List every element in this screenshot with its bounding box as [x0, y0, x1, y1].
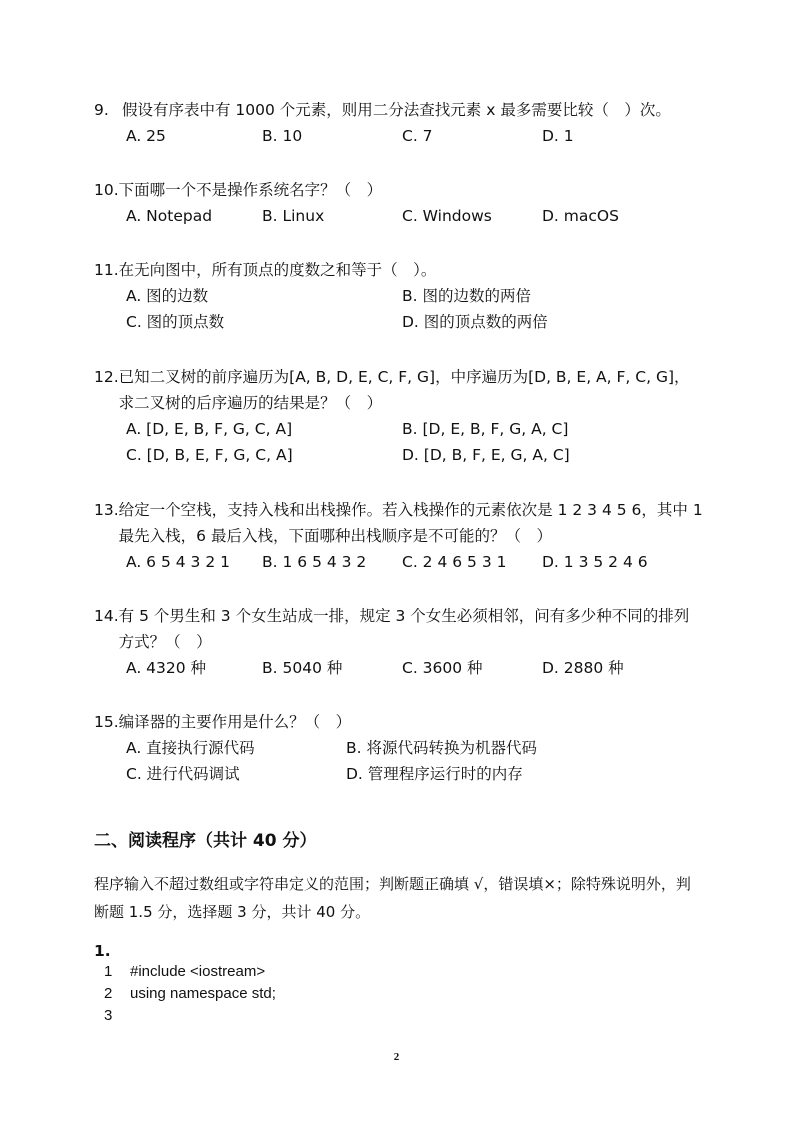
section-title: 二、阅读程序（共计 40 分）: [94, 831, 317, 851]
question-text: 已知二叉树的前序遍历为[A, B, D, E, C, F, G]，中序遍历为[D, B, E, A, F, C, G]，求二叉树的后序遍历的结果是？（ ）: [118, 368, 690, 412]
code-line: [104, 983, 276, 1005]
option-c: C. 图的顶点数: [126, 313, 225, 331]
question-stem: [94, 603, 704, 655]
line-number: 3: [104, 1007, 113, 1024]
code-block: [104, 961, 276, 1027]
option-d: D. 1 3 5 2 4 6: [542, 553, 648, 571]
option-b: B. 1 6 5 4 3 2: [262, 553, 367, 571]
question-stem: [94, 497, 704, 549]
question-text: 下面哪一个不是操作系统名字？（ ）: [118, 181, 383, 199]
options-row: [126, 761, 704, 787]
option-b: B. 将源代码转换为机器代码: [346, 739, 537, 757]
question-number: 9.: [94, 101, 109, 119]
option-b: B. Linux: [262, 207, 325, 225]
question-13: [94, 497, 704, 575]
question-9: [94, 97, 704, 149]
question-10: [94, 177, 704, 229]
line-number: 1: [104, 963, 113, 980]
option-d: D. 1: [542, 127, 574, 145]
option-b: B. [D, E, B, F, G, A, C]: [402, 420, 569, 438]
option-d: D. 2880 种: [542, 659, 624, 677]
question-12: [94, 364, 704, 468]
option-a: A. Notepad: [126, 207, 213, 225]
question-number: 15.: [94, 713, 119, 731]
question-text: 编译器的主要作用是什么？（ ）: [118, 713, 352, 731]
question-stem: [94, 364, 704, 416]
question-text: 在无向图中，所有顶点的度数之和等于（ ）。: [118, 261, 437, 279]
options-row: [126, 416, 704, 442]
page-number: 2: [393, 1051, 400, 1063]
options-row: [126, 203, 704, 229]
options-row: [126, 123, 704, 149]
question-14: [94, 603, 704, 681]
option-c: C. 2 4 6 5 3 1: [402, 553, 507, 571]
options-row: [126, 283, 704, 309]
question-number: 10.: [94, 181, 119, 199]
option-c: C. 3600 种: [402, 659, 483, 677]
question-text: 假设有序表中有 1000 个元素，则用二分法查找元素 x 最多需要比较（ ）次。: [122, 101, 671, 119]
question-stem: [94, 97, 704, 123]
question-number: 12.: [94, 368, 119, 386]
question-number: 14.: [94, 607, 119, 625]
option-d: D. [D, B, F, E, G, A, C]: [402, 446, 570, 464]
options-row: [126, 442, 704, 468]
section-instructions: 程序输入不超过数组或字符串定义的范围；判断题正确填 √，错误填×；除特殊说明外，判断题 1.5 分，选择题 3 分，共计 40 分。: [94, 875, 691, 921]
question-text: 给定一个空栈，支持入栈和出栈操作。若入栈操作的元素依次是 1 2 3 4 5 6，其中 1 最先入栈，6 最后入栈，下面哪种出栈顺序是不可能的？（ ）: [118, 501, 703, 545]
options-row: [126, 735, 704, 761]
option-a: A. [D, E, B, F, G, C, A]: [126, 420, 293, 438]
option-b: B. 图的边数的两倍: [402, 287, 531, 305]
option-d: D. macOS: [542, 207, 619, 225]
question-11: [94, 257, 704, 335]
code-text: #include <iostream>: [130, 963, 266, 980]
option-c: C. [D, B, E, F, G, C, A]: [126, 446, 293, 464]
question-15: [94, 709, 704, 787]
options-row: [126, 655, 704, 681]
question-number: 13.: [94, 501, 119, 519]
options-row: [126, 549, 704, 575]
option-a: A. 4320 种: [126, 659, 207, 677]
question-text: 有 5 个男生和 3 个女生站成一排，规定 3 个女生必须相邻，问有多少种不同的排列方式？（ ）: [118, 607, 690, 651]
code-line: [104, 1005, 276, 1027]
question-stem: [94, 257, 704, 283]
option-a: A. 25: [126, 127, 166, 145]
question-number: 11.: [94, 261, 119, 279]
option-c: C. Windows: [402, 207, 492, 225]
option-a: A. 图的边数: [126, 287, 209, 305]
option-c: C. 7: [402, 127, 433, 145]
option-d: D. 管理程序运行时的内存: [346, 765, 523, 783]
line-number: 2: [104, 985, 113, 1002]
options-row: [126, 309, 704, 335]
program-number: 1.: [94, 942, 111, 960]
option-b: B. 10: [262, 127, 303, 145]
code-line: [104, 961, 276, 983]
question-stem: [94, 709, 704, 735]
option-a: A. 直接执行源代码: [126, 739, 255, 757]
code-text: using namespace std;: [130, 985, 276, 1002]
option-b: B. 5040 种: [262, 659, 343, 677]
option-d: D. 图的顶点数的两倍: [402, 313, 548, 331]
option-a: A. 6 5 4 3 2 1: [126, 553, 230, 571]
option-c: C. 进行代码调试: [126, 765, 240, 783]
question-stem: [94, 177, 704, 203]
